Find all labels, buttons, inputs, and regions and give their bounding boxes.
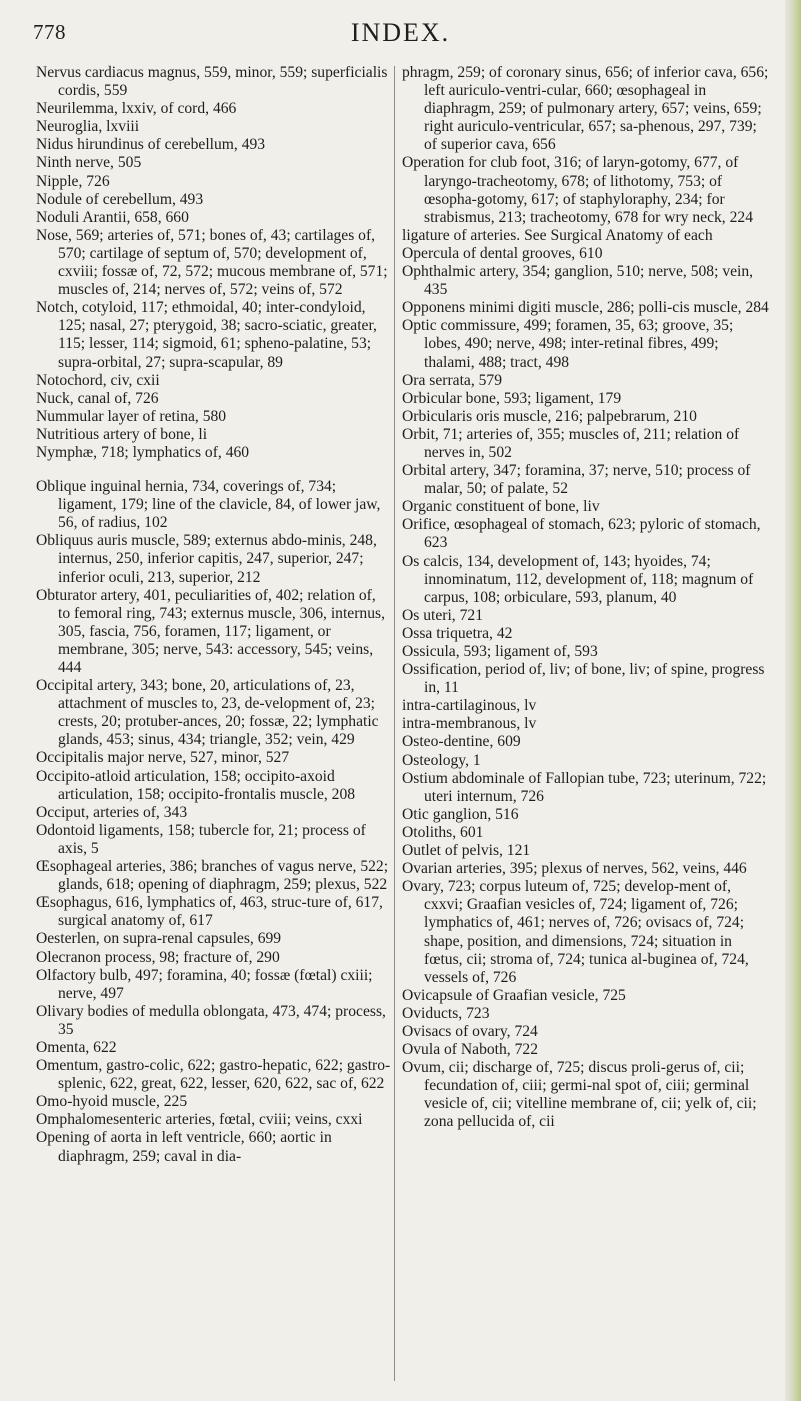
index-entry: Obturator artery, 401, peculiarities of, 402; relation of, to femoral ring, 743; externus muscle, 306, internus, 305, fascia, 756, foramen, 117; ligament, or membrane, 305; nerve, 543: accessory, 545; veins, 444 xyxy=(36,586,385,676)
index-entry: Oblique inguinal hernia, 734, coverings of, 734; ligament, 179; line of the clavicle, 84, of lower jaw, 56, of radius, 102 xyxy=(36,478,381,532)
index-entry: Ostium abdominale of Fallopian tube, 723; uterinum, 722; uteri internum, 726 xyxy=(402,769,767,805)
index-entry: Osteo-dentine, 609 xyxy=(402,733,521,751)
index-entry: phragm, 259; of coronary sinus, 656; of inferior cava, 656; left auriculo-ventri-cular, 660; œsophageal in diaphragm, 259; of pulmonary artery, 657; veins, 659; right auriculo-ventricular, 657; sa-phenous, 297, 739; of superior cava, 656 xyxy=(402,64,769,154)
index-entry: Orifice, œsophageal of stomach, 623; pyloric of stomach, 623 xyxy=(402,516,761,552)
index-entry: Ossification, period of, liv; of bone, liv; of spine, progress in, 11 xyxy=(402,661,765,697)
index-entry: Organic constituent of bone, liv xyxy=(402,498,600,516)
index-entry: Notch, cotyloid, 117; ethmoidal, 40; inter-condyloid, 125; nasal, 27; pterygoid, 38; sacro-sciatic, greater, 115; lesser, 114; sigmoid, 61; spheno-palatine, 53; supra-orbital, 27; supra-scapular, 89 xyxy=(36,299,377,371)
index-entry: Nidus hirundinus of cerebellum, 493 xyxy=(36,136,266,154)
index-entry: Opponens minimi digiti muscle, 286; polli-cis muscle, 284 xyxy=(402,299,769,317)
index-entry: Omentum, gastro-colic, 622; gastro-hepatic, 622; gastro-splenic, 622, great, 622, lesser, 620, 622, sac of, 622 xyxy=(36,1057,391,1093)
index-entry: intra-cartilaginous, lv xyxy=(402,697,537,715)
index-entry: Orbicularis oris muscle, 216; palpebrarum, 210 xyxy=(402,407,697,425)
index-entry: Ophthalmic artery, 354; ganglion, 510; nerve, 508; vein, 435 xyxy=(402,263,754,299)
index-entry: Nose, 569; arteries of, 571; bones of, 43; cartilages of, 570; cartilage of septum of, 570; development of, cxviii; fossæ of, 72, 572; mucous membrane of, 571; muscles of, 214; nerves of, 572; veins of, 572 xyxy=(36,226,388,299)
column-divider xyxy=(394,66,395,1381)
page-number: 778 xyxy=(33,20,66,44)
index-entry: Ovarian arteries, 395; plexus of nerves, 562, veins, 446 xyxy=(402,860,747,878)
index-entry: Optic commissure, 499; foramen, 35, 63; groove, 35; lobes, 490; nerve, 498; inter-retinal fibres, 499; thalami, 488; tract, 498 xyxy=(402,317,734,371)
index-entry: Omenta, 622 xyxy=(36,1038,117,1056)
index-entry: Ninth nerve, 505 xyxy=(36,154,142,172)
index-entry: Orbicular bone, 593; ligament, 179 xyxy=(402,389,622,407)
index-entry: Occipital artery, 343; bone, 20, articulations of, 23, attachment of muscles to, 23, de-velopment of, 23; crests, 20; protuber-ances, 20; fossæ, 22; lymphatic glands, 453; sinus, 434; triangle, 352; vein, 429 xyxy=(36,677,379,749)
index-entry: Oesterlen, on supra-renal capsules, 699 xyxy=(36,930,282,948)
index-entry: Occipito-atloid articulation, 158; occipito-axoid articulation, 158; occipito-frontalis muscle, 208 xyxy=(36,767,356,803)
index-entry: Nummular layer of retina, 580 xyxy=(36,407,227,425)
index-entry: Ora serrata, 579 xyxy=(402,371,503,389)
section-gap xyxy=(36,462,391,478)
index-entry: Ovula of Naboth, 722 xyxy=(402,1041,538,1059)
running-head: INDEX. xyxy=(350,18,451,47)
index-entry: Os uteri, 721 xyxy=(402,606,483,624)
index-entry: Ovum, cii; discharge of, 725; discus proli-gerus of, cii; fecundation of, ciii; germi-nal spot of, ciii; germinal vesicle of, cii; vitelline membrane of, cii; yelk of, cii; zona pellucida of, cii xyxy=(402,1059,757,1131)
index-entry: Nipple, 726 xyxy=(36,172,110,190)
index-entry: Occipitalis major nerve, 527, minor, 527 xyxy=(36,749,290,767)
index-entry: Opening of aorta in left ventricle, 660; aortic in diaphragm, 259; caval in dia- xyxy=(36,1129,332,1165)
index-entry: Orbit, 71; arteries of, 355; muscles of, 211; relation of nerves in, 502 xyxy=(402,425,740,461)
index-entry: Ovary, 723; corpus luteum of, 725; develop-ment of, cxxvi; Graafian vesicles of, 724; ligament of, 726; lymphatics of, 461; nerves of, 726; ovisacs of, 724; shape, position, and dimensions, 724; situation in fœtus, cii; stroma of, 724; tunica al-buginea of, 724, vessels of, 726 xyxy=(402,878,749,986)
index-entry: Olivary bodies of medulla oblongata, 473, 474; process, 35 xyxy=(36,1002,386,1038)
index-entry: Occiput, arteries of, 343 xyxy=(36,803,188,821)
index-entry: Olfactory bulb, 497; foramina, 40; fossæ (fœtal) cxiii; nerve, 497 xyxy=(36,966,373,1002)
index-entry: Notochord, civ, cxii xyxy=(36,371,160,389)
index-entry: ligature of arteries. See Surgical Anatomy of each xyxy=(402,226,713,244)
index-entry: Olecranon process, 98; fracture of, 290 xyxy=(36,948,280,966)
index-entry: Osteology, 1 xyxy=(402,751,481,769)
page-edge-binding xyxy=(785,0,801,1401)
index-entry: Ossicula, 593; ligament of, 593 xyxy=(402,643,598,660)
index-entry: Nuck, canal of, 726 xyxy=(36,389,159,407)
index-entry: Nervus cardiacus magnus, 559, minor, 559; superficialis cordis, 559 xyxy=(36,64,388,100)
index-entry: Oviducts, 723 xyxy=(402,1004,490,1022)
index-entry: Opercula of dental grooves, 610 xyxy=(402,244,603,262)
index-entry: intra-membranous, lv xyxy=(402,715,537,733)
index-entry: Obliquus auris muscle, 589; externus abdo-minis, 248, internus, 250, inferior capitis, 247, superior, 247; inferior oculi, 213, superior, 212 xyxy=(36,532,377,586)
index-entry: Ovicapsule of Graafian vesicle, 725 xyxy=(402,986,626,1004)
index-entry: Neurilemma, lxxiv, of cord, 466 xyxy=(36,100,237,118)
index-entry: Operation for club foot, 316; of laryn-gotomy, 677, of laryngo-tracheotomy, 678; of lithotomy, 753; of œsopha-gotomy, 617; of staphyloraphy, 234; for strabismus, 213; tracheotomy, 678 for wry neck, 224 xyxy=(402,154,753,226)
index-entry: Otoliths, 601 xyxy=(402,823,484,841)
index-entry: Omphalomesenteric arteries, fœtal, cviii; veins, cxxi xyxy=(36,1111,363,1129)
index-entry: Œsophageal arteries, 386; branches of vagus nerve, 522; glands, 618; opening of diaphragm, 259; plexus, 522 xyxy=(36,858,389,894)
index-entry: Otic ganglion, 516 xyxy=(402,805,519,823)
index-column-right xyxy=(402,64,770,1132)
index-entry: Nymphæ, 718; lymphatics of, 460 xyxy=(36,443,250,461)
index-entry: Œsophagus, 616, lymphatics of, 463, struc-ture of, 617, surgical anatomy of, 617 xyxy=(36,894,383,930)
index-entry: Nodule of cerebellum, 493 xyxy=(36,190,204,208)
index-entry: Outlet of pelvis, 121 xyxy=(402,842,531,860)
index-column-left xyxy=(36,64,391,1166)
index-entry: Orbital artery, 347; foramina, 37; nerve, 510; process of malar, 50; of palate, 52 xyxy=(402,462,751,498)
index-entry: Omo-hyoid muscle, 225 xyxy=(36,1093,188,1111)
index-entry: Nutritious artery of bone, li xyxy=(36,425,208,443)
index-entry: Os calcis, 134, development of, 143; hyoides, 74; innominatum, 112, development of, 118; magnum of carpus, 108; orbiculare, 593, planum, 40 xyxy=(402,552,754,606)
index-entry: Odontoid ligaments, 158; tubercle for, 21; process of axis, 5 xyxy=(36,821,366,857)
index-entry: Ossa triquetra, 42 xyxy=(402,624,513,642)
index-entry: Noduli Arantii, 658, 660 xyxy=(36,208,189,226)
index-entry: Ovisacs of ovary, 724 xyxy=(402,1022,538,1040)
index-entry: Neuroglia, lxviii xyxy=(36,118,140,136)
